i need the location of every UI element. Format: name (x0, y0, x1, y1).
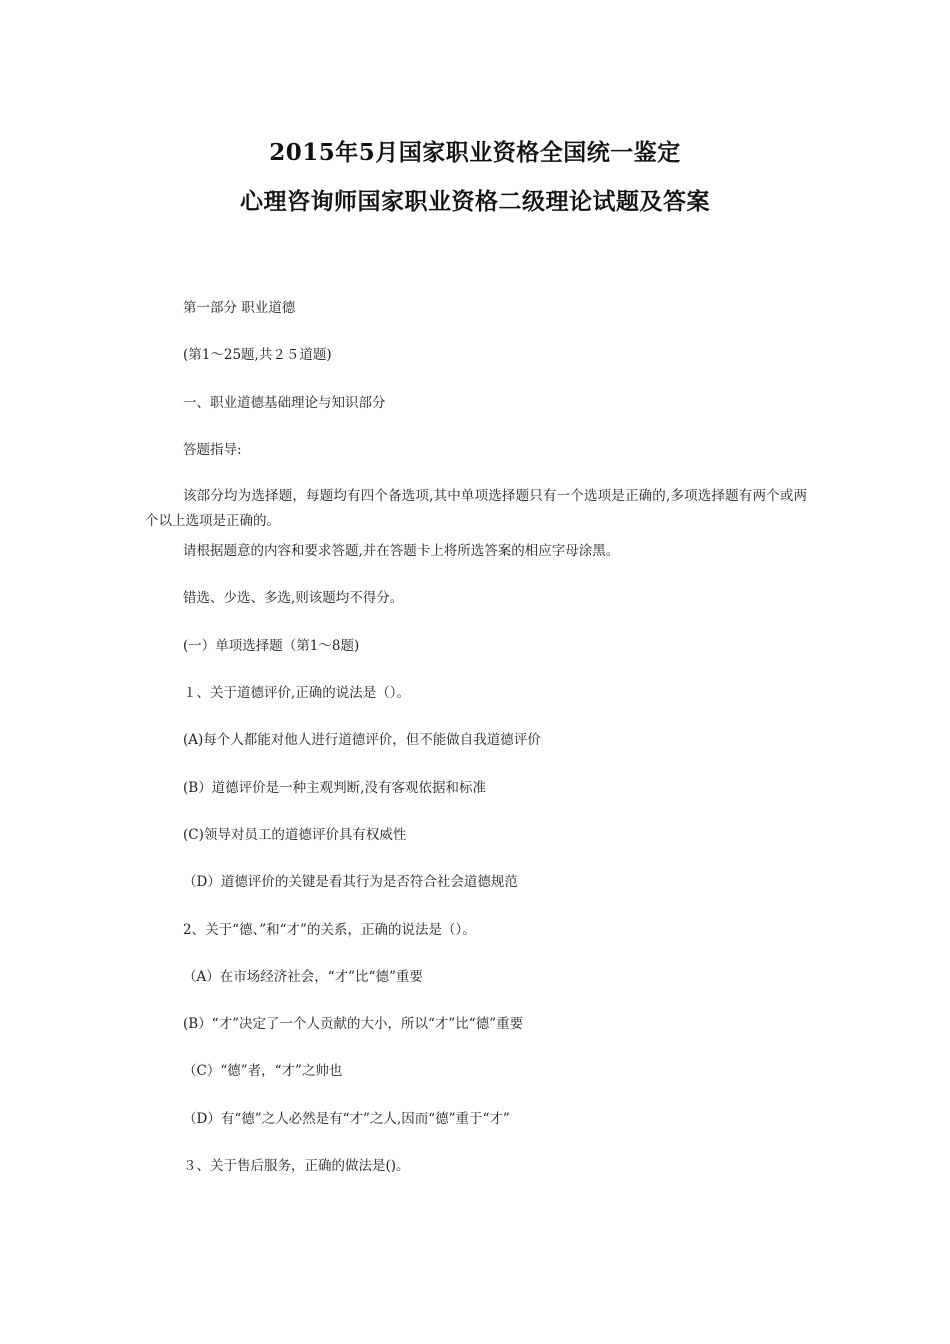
answer-option: (A)每个人都能对他人进行道德评价，但不能做自我道德评价 (183, 732, 541, 749)
answer-option: （C）“德”者，“才”之帅也 (183, 1063, 343, 1080)
instructions-paragraph: 请根据题意的内容和要求答题,并在答题卡上将所选答案的相应字母涂黑。 (183, 543, 620, 560)
document-title-line-2: 心理咨询师国家职业资格二级理论试题及答案 (240, 188, 710, 215)
question-stem: ３、关于售后服务，正确的做法是()。 (183, 1158, 410, 1175)
question-stem: 2、关于“德、”和“才”的关系，正确的说法是（）。 (183, 921, 476, 938)
subsection-heading: 一、职业道德基础理论与知识部分 (183, 394, 386, 411)
document-body (145, 298, 807, 1203)
question-range: (第1～25题,共２５道题) (183, 347, 332, 364)
answer-option: （A）在市场经济社会，“才”比“德”重要 (183, 968, 423, 985)
answer-option: (C)领导对员工的道德评价具有权威性 (183, 826, 407, 843)
question-stem: １、关于道德评价,正确的说法是（）。 (183, 685, 411, 702)
instructions-paragraph: 该部分均为选择题，每题均有四个备选项,其中单项选择题只有一个选项是正确的,多项选择题有两个或两个以上选项是正确的。 (145, 488, 807, 530)
answer-option: （D）有“德”之人必然是有“才”之人,因而“德”重于“才” (183, 1110, 510, 1127)
instructions-heading: 答题指导: (183, 441, 242, 458)
instructions-paragraph: 错选、少选、多选,则该题均不得分。 (183, 590, 404, 607)
document-title-line-1: 2015年5月国家职业资格全国统一鉴定 (269, 139, 681, 166)
answer-option: (B）“才”决定了一个人贡献的大小，所以“才”比“德”重要 (183, 1016, 524, 1033)
section-heading: 第一部分 职业道德 (183, 300, 296, 316)
answer-option: (B）道德评价是一种主观判断,没有客观依据和标准 (183, 779, 486, 796)
answer-option: （D）道德评价的关键是看其行为是否符合社会道德规范 (183, 874, 518, 891)
question-group-heading: (一）单项选择题（第1～8题) (183, 637, 360, 654)
